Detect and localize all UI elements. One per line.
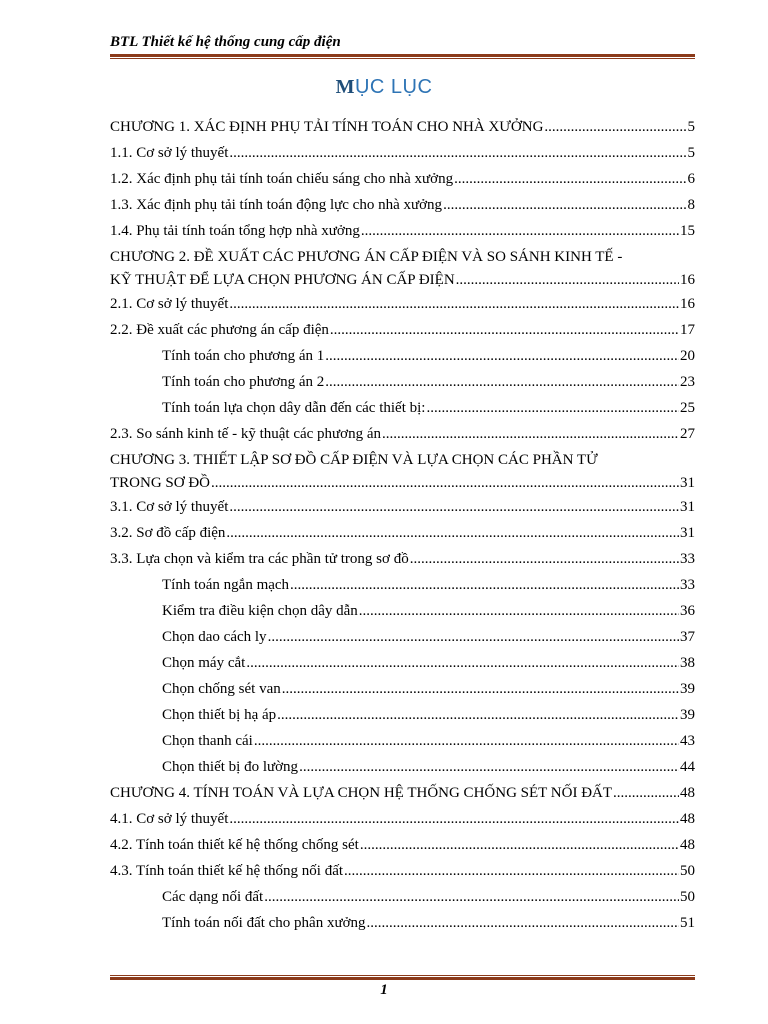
toc-leader-dots [282, 676, 679, 702]
toc-entry-title-line2: TRONG SƠ ĐỒ [110, 475, 211, 491]
toc-entry-page: 16 [680, 296, 695, 312]
toc-entry-page: 5 [687, 119, 695, 135]
document-header-title: BTL Thiết kế hệ thống cung cấp điện [110, 34, 341, 50]
toc-entry-title: Các dạng nối đất [162, 889, 264, 905]
toc-entry[interactable] [110, 598, 695, 624]
toc-entry-title: 4.3. Tính toán thiết kế hệ thống nối đất [110, 863, 344, 879]
toc-leader-dots [544, 114, 686, 140]
toc-entry-title: Chọn thiết bị đo lường [162, 759, 299, 775]
toc-leader-dots [344, 858, 679, 884]
toc-entry-title: 3.1. Cơ sở lý thuyết [110, 499, 229, 515]
toc-entry[interactable] [110, 166, 695, 192]
toc-leader-dots [361, 218, 679, 244]
toc-entry-page: 48 [680, 837, 695, 853]
toc-entry-page: 44 [680, 759, 695, 775]
toc-entry-title: 1.2. Xác định phụ tải tính toán chiếu sáng cho nhà xưởng [110, 171, 454, 187]
toc-leader-dots [229, 806, 679, 832]
toc-entry-page: 36 [680, 603, 695, 619]
toc-entry[interactable] [110, 317, 695, 343]
toc-entry-title: 3.2. Sơ đồ cấp điện [110, 525, 226, 541]
toc-leader-dots [613, 780, 679, 806]
toc-entry-title: Tính toán lựa chọn dây dẫn đến các thiết bị: [162, 400, 426, 416]
toc-entry-title: 2.2. Đề xuất các phương án cấp điện [110, 322, 329, 338]
toc-leader-dots [454, 166, 686, 192]
toc-entry-title: 4.1. Cơ sở lý thuyết [110, 811, 229, 827]
toc-leader-dots [456, 270, 679, 291]
toc-entry-page: 17 [680, 322, 695, 338]
toc-entry-title: Chọn máy cắt [162, 655, 246, 671]
toc-leader-dots [277, 702, 679, 728]
toc-entry[interactable] [110, 806, 695, 832]
toc-entry-page: 27 [680, 426, 695, 442]
toc-leader-dots [268, 624, 679, 650]
toc-entry-title: 1.4. Phụ tải tính toán tổng hợp nhà xưởng [110, 223, 360, 239]
toc-leader-dots [330, 317, 679, 343]
toc-entry-page: 8 [687, 197, 695, 213]
toc-heading [0, 76, 768, 99]
toc-entry-title: Tính toán nối đất cho phân xưởng [162, 915, 366, 931]
toc-entry[interactable] [110, 192, 695, 218]
toc-entry[interactable] [110, 624, 695, 650]
toc-entry-title: 2.1. Cơ sở lý thuyết [110, 296, 229, 312]
toc-entry-title: Tính toán ngắn mạch [162, 577, 290, 593]
toc-entry-page: 31 [680, 475, 695, 491]
toc-entry-title: 2.3. So sánh kinh tế - kỹ thuật các phương án [110, 426, 382, 442]
toc-entry-page: 50 [680, 863, 695, 879]
toc-entry-title-line1: CHƯƠNG 3. THIẾT LẬP SƠ ĐỒ CẤP ĐIỆN VÀ LỰA CHỌN CÁC PHẦN TỬ [110, 452, 598, 468]
toc-entry-title: Chọn thiết bị hạ áp [162, 707, 277, 723]
toc-entry[interactable] [110, 650, 695, 676]
toc-leader-dots [426, 395, 679, 421]
toc-entry-title: Kiểm tra điều kiện chọn dây dẫn [162, 603, 358, 619]
toc-entry-page: 31 [680, 525, 695, 541]
toc-entry-title: 4.2. Tính toán thiết kế hệ thống chống sét [110, 837, 359, 853]
toc-entry[interactable] [110, 572, 695, 598]
toc-leader-dots [359, 598, 679, 624]
toc-leader-dots [226, 520, 679, 546]
toc-entry-chapter-3[interactable] [110, 447, 695, 494]
toc-entry[interactable] [110, 218, 695, 244]
toc-entry[interactable] [110, 140, 695, 166]
toc-leader-dots [229, 291, 679, 317]
toc-entry-title: CHƯƠNG 4. TÍNH TOÁN VÀ LỰA CHỌN HỆ THỐNG CHỐNG SÉT NỐI ĐẤT [110, 785, 613, 801]
toc-entry-title-line2: KỸ THUẬT ĐỂ LỰA CHỌN PHƯƠNG ÁN CẤP ĐIỆN [110, 272, 455, 288]
toc-entry[interactable] [110, 343, 695, 369]
toc-leader-dots [211, 473, 679, 494]
toc-entry-page: 23 [680, 374, 695, 390]
toc-entry[interactable] [110, 858, 695, 884]
toc-entry-page: 16 [680, 272, 695, 288]
toc-entry-page: 31 [680, 499, 695, 515]
toc-entry[interactable] [110, 114, 695, 140]
toc-entry[interactable] [110, 728, 695, 754]
toc-entry-page: 39 [680, 707, 695, 723]
toc-entry-page: 37 [680, 629, 695, 645]
toc-heading-initial: M [335, 76, 355, 98]
toc-entry-page: 25 [680, 400, 695, 416]
toc-entry[interactable] [110, 832, 695, 858]
toc-leader-dots [360, 832, 679, 858]
toc-entry[interactable] [110, 754, 695, 780]
toc-leader-dots [382, 421, 679, 447]
toc-leader-dots [229, 494, 679, 520]
toc-entry-page: 5 [687, 145, 695, 161]
toc-leader-dots [443, 192, 686, 218]
toc-entry-page: 33 [680, 551, 695, 567]
toc-entry-title: 3.3. Lựa chọn và kiểm tra các phần tử trong sơ đồ [110, 551, 409, 567]
toc-leader-dots [325, 343, 679, 369]
toc-entry-title: Chọn dao cách ly [162, 629, 267, 645]
toc-entry[interactable] [110, 494, 695, 520]
toc-entry[interactable] [110, 291, 695, 317]
toc-entry-page: 6 [687, 171, 695, 187]
toc-leader-dots [325, 369, 679, 395]
toc-entry[interactable] [110, 520, 695, 546]
toc-entry-page: 33 [680, 577, 695, 593]
toc-entry-page: 15 [680, 223, 695, 239]
header-divider [110, 54, 695, 59]
table-of-contents [110, 114, 695, 936]
toc-entry[interactable] [110, 884, 695, 910]
toc-leader-dots [290, 572, 679, 598]
toc-entry[interactable] [110, 395, 695, 421]
toc-entry[interactable] [110, 676, 695, 702]
toc-entry-page: 48 [680, 785, 695, 801]
toc-entry-page: 51 [680, 915, 695, 931]
toc-entry[interactable] [110, 546, 695, 572]
toc-entry[interactable] [110, 369, 695, 395]
toc-entry-title: CHƯƠNG 1. XÁC ĐỊNH PHỤ TẢI TÍNH TOÁN CHO NHÀ XƯỞNG [110, 119, 544, 135]
toc-entry-title: Chọn thanh cái [162, 733, 253, 749]
toc-entry-page: 48 [680, 811, 695, 827]
toc-leader-dots [246, 650, 679, 676]
toc-entry-page: 38 [680, 655, 695, 671]
toc-entry-page: 50 [680, 889, 695, 905]
toc-entry-chapter-2[interactable] [110, 244, 695, 291]
toc-entry-title: 1.1. Cơ sở lý thuyết [110, 145, 229, 161]
toc-entry-page: 20 [680, 348, 695, 364]
toc-heading-rest: ỤC LỤC [354, 76, 433, 98]
toc-leader-dots [264, 884, 679, 910]
toc-entry-page: 39 [680, 681, 695, 697]
page-number: 1 [380, 982, 388, 998]
toc-entry-title-line1: CHƯƠNG 2. ĐỀ XUẤT CÁC PHƯƠNG ÁN CẤP ĐIỆN VÀ SO SÁNH KINH TẾ - [110, 249, 623, 265]
toc-entry-title: 1.3. Xác định phụ tải tính toán động lực cho nhà xưởng [110, 197, 443, 213]
toc-leader-dots [410, 546, 679, 572]
toc-entry[interactable] [110, 780, 695, 806]
toc-leader-dots [299, 754, 679, 780]
toc-entry-title: Tính toán cho phương án 2 [162, 374, 325, 390]
toc-leader-dots [367, 910, 679, 936]
toc-entry-title: Chọn chống sét van [162, 681, 281, 697]
toc-entry[interactable] [110, 421, 695, 447]
toc-entry-page: 43 [680, 733, 695, 749]
toc-entry[interactable] [110, 910, 695, 936]
toc-leader-dots [229, 140, 686, 166]
toc-leader-dots [254, 728, 679, 754]
toc-entry-title: Tính toán cho phương án 1 [162, 348, 325, 364]
footer-divider [110, 975, 695, 980]
toc-entry[interactable] [110, 702, 695, 728]
